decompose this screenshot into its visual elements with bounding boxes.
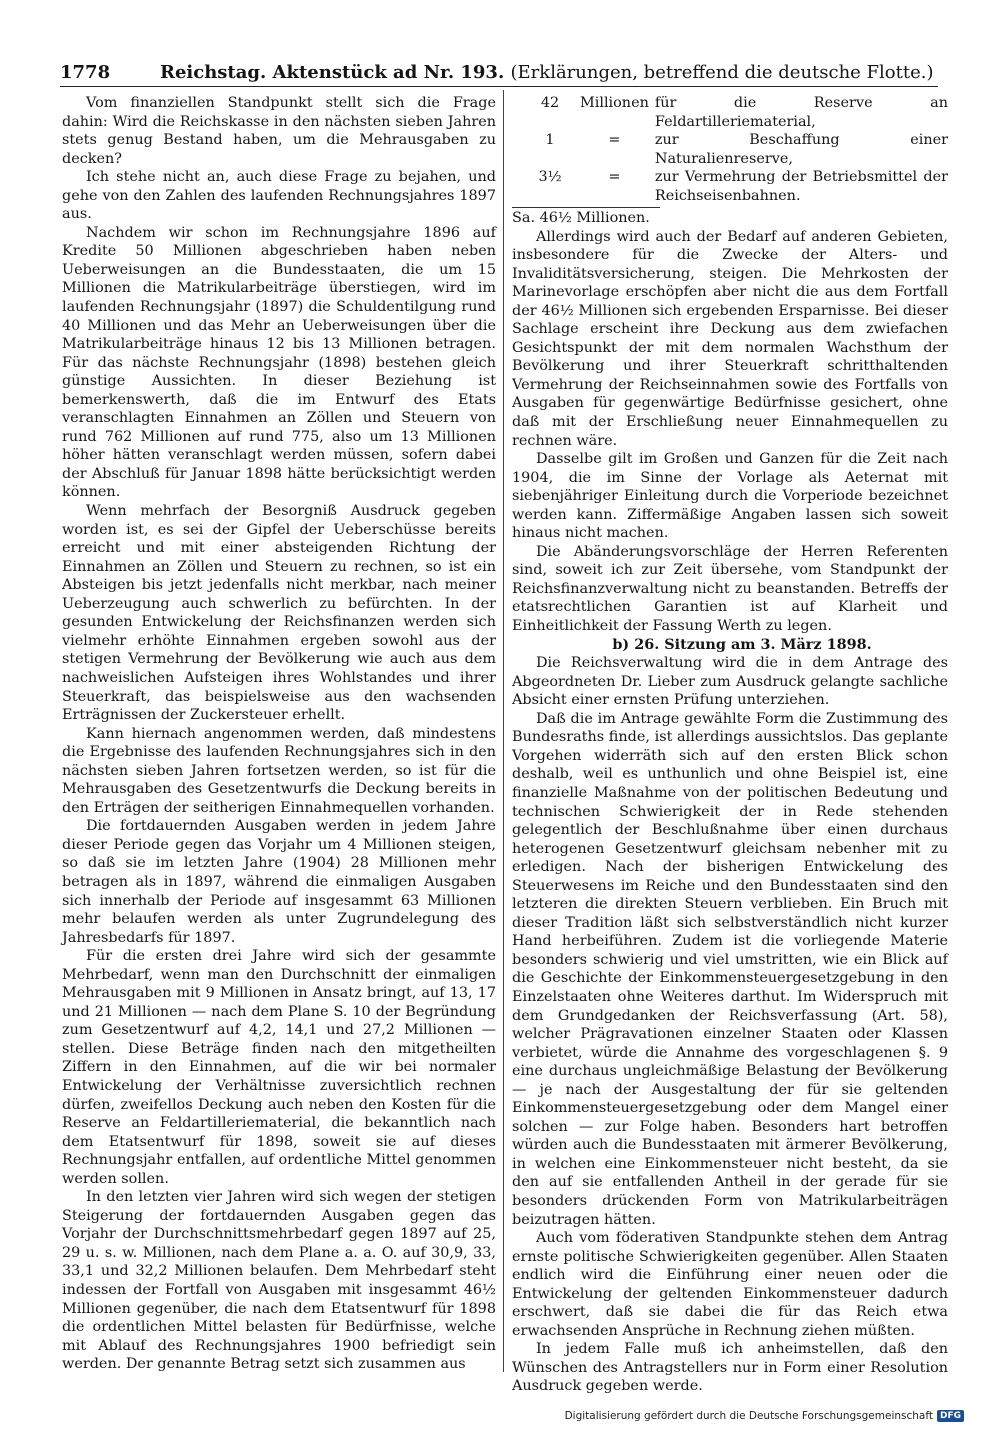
credit-text: Digitalisierung gefördert durch die Deutsche Forschungsgemeinschaft <box>564 1410 933 1422</box>
table-row <box>512 168 948 205</box>
paragraph: Dasselbe gilt im Großen und Ganzen für die Zeit nach 1904, die im Sinne der Vorlage als Aeternat mit siebenjähriger Einleitung durch die Vorperiode bezeichnet werden kann. Ziffermäßige Angaben lassen sich soweit hinaus nicht machen. <box>512 451 948 542</box>
paragraph: Wenn mehrfach der Besorgniß Ausdruck gegeben worden ist, es sei der Gipfel der Ueberschüsse bereits erreicht und mit einer absteigenden Richtung der Einnahmen an Zöllen und Steuern zu rechnen, so ist ein Absteigen bis jetzt jedenfalls nicht merkbar, nach meiner Ueberzeugung auch schwerlich zu befürchten. In der gesunden Entwickelung der Reichsfinanzen werden sich vielmehr erhöhte Einnahmen ergeben sowohl aus der stetigen Vermehrung der Bevölkerung wie auch aus dem nachweislichen Aufsteigen ihres Wohlstandes und ihrer Steuerkraft, das beispielsweise aus den wachsenden Erträgnissen der Zuckersteuer erhellt. <box>62 503 496 724</box>
reserve-table <box>512 94 948 205</box>
paragraph: Allerdings wird auch der Bedarf auf anderen Gebieten, insbesondere für die Zwecke der Alters- und Invaliditätsversicherung, steigen. Die Mehrkosten der Marinevorlage erschöpfen aber nicht die aus dem Fortfall der 46½ Millionen sich ergebenden Ersparnisse. Bei dieser Sachlage erscheint ihre Deckung aus dem zwiefachen Gesichtspunkt der mit dem normalen Wachsthum der Bevölkerung und ihrer Steuerkraft schritthaltenden Vermehrung der Reichseinnahmen sowie des Fortfalls von Ausgaben für gegenwärtige Bedürfnisse gesichert, ohne daß mit der Erschließung neuer Einnahmequellen zu rechnen wäre. <box>512 228 948 449</box>
sum-line <box>512 207 948 228</box>
amount-cell: 3½ <box>538 169 562 185</box>
paragraph: Vom finanziellen Standpunkt stellt sich die Frage dahin: Wird die Reichskasse in den nächsten sieben Jahren stets genug Bestand haben, um die Mehrausgaben zu decken? <box>62 95 496 167</box>
paragraph: Kann hiernach angenommen werden, daß mindestens die Ergebnisse des laufenden Rechnungsjahres sich in den nächsten sieben Jahren fortsetzen werden, so ist für die Mehrausgaben des Gesetzentwurfs die Deckung bereits in den Erträgen der seitherigen Einnahmequellen vorhanden. <box>62 725 496 816</box>
left-column <box>62 94 496 1374</box>
running-title <box>160 61 934 85</box>
unit-cell: Millionen <box>580 95 649 111</box>
paragraph: In den letzten vier Jahren wird sich wegen der stetigen Steigerung der fortdauernden Ausgaben gegen das Vorjahr der Durchschnittsmehrbedarf gegen 1897 auf 25, 29 u. s. w. Millionen, nach dem Plane a. a. O. auf 30,9, 33, 33,1 und 32,2 Millionen belaufen. Dem Mehrbedarf steht indessen der Fortfall von Ausgaben mit insgesammt 46½ Millionen gegenüber, die nach dem Etatsentwurf für 1898 die ordentlichen Mittel belasten für Bedürfnisse, welche mit Ablauf des Rechnungsjahres 1900 befriedigt sein werden. Der genannte Betrag setzt sich zusammen aus <box>62 1189 496 1373</box>
section-heading: b) 26. Sitzung am 3. März 1898. <box>612 635 872 653</box>
purpose-cell: für die Reserve an Feldartilleriematerial, <box>654 95 948 130</box>
paragraph: Daß die im Antrage gewählte Form die Zustimmung des Bundesraths finde, ist allerdings aussichtslos. Das geplante Vorgehen widerräth sich auf den ersten Blick schon deshalb, weil es unthunlich und ohne Beispiel ist, eine finanzielle Maßnahme von der politischen Bedeutung und technischen Schwierigkeit der in Rede stehenden gelegentlich der Beschlußnahme über einen durchaus heterogenen Gesetzentwurf gleichsam nebenher mit zu erledigen. Nach der bisherigen Entwickelung des Steuerwesens im Reiche und den Bundesstaaten sind den letzteren die direkten Steuern verblieben. Ein Bruch mit dieser Tradition läßt sich selbstverständlich nicht kurzer Hand herbeiführen. Zudem ist die vorliegende Materie besonders schwierig und viel umstritten, wie ein Blick auf die Geschichte der Einkommensteuergesetzgebung in den Einzelstaaten ohne Weiteres darthut. Im Widerspruch mit dem Grundgedanken der Reichsverfassung (Art. 58), welcher Prägravationen einzelner Staaten oder Klassen verbietet, würde die Annahme des vorgeschlagenen §. 9 eine durchaus ungleichmäßige Belastung der Bevölkerung — je nach der Ausgestaltung der für sie geltenden Einkommensteuergesetzgebung oder dem Mangel einer solchen — zur Folge haben. Besonders hart betroffen würden auch die Bundesstaaten mit ärmerer Bevölkerung, in welchen eine Einkommensteuer nicht besteht, da sie den auf sie entfallenden Antheil in der gerade für sie besonders drückenden Form von Matrikularbeiträgen beizutragen hätten. <box>512 710 948 1228</box>
page-number: 1778 <box>60 62 111 83</box>
digitization-credit <box>565 1410 964 1422</box>
purpose-cell: zur Beschaffung einer Naturalienreserve, <box>654 132 948 167</box>
right-column <box>512 94 948 1396</box>
column-divider <box>503 90 504 1372</box>
table-row <box>512 131 948 168</box>
paragraph: Die Reichsverwaltung wird die in dem Antrage des Abgeordneten Dr. Lieber zum Ausdruck gelangte sachliche Absicht einer ernsten Prüfung unterziehen. <box>512 655 948 709</box>
running-title-main: Reichstag. Aktenstück ad Nr. 193. <box>160 62 505 83</box>
paragraph: Nachdem wir schon im Rechnungsjahre 1896 auf Kredite 50 Millionen abgeschrieben haben neben Ueberweisungen an die Bundesstaaten, die um 15 Millionen die Matrikularbeiträge überstiegen, wird im laufenden Rechnungsjahr (1897) die Schuldentilgung rund 40 Millionen und das Mehr an Ueberweisungen über die Matrikularbeiträge hinaus 12 bis 13 Millionen betragen. Für das nächste Rechnungsjahr (1898) bestehen gleich günstige Aussichten. In dieser Beziehung ist bemerkenswerth, daß die im Entwurf des Etats veranschlagten Einnahmen an Zöllen und Steuern von rund 762 Millionen auf rund 775, also um 13 Millionen höher hätten veranschlagt werden müssen, sofern dabei der Abschluß für Januar 1898 hätte berücksichtigt werden können. <box>62 224 496 501</box>
unit-cell: = <box>608 132 621 148</box>
paragraph: Für die ersten drei Jahre wird sich der gesammte Mehrbedarf, wenn man den Durchschnitt der einmaligen Mehrausgaben mit 9 Millionen in Ansatz bringt, auf 13, 17 und 21 Millionen — nach dem Plane S. 10 der Begründung zum Gesetzentwurf auf 4,2, 14,1 und 27,2 Millionen — stellen. Diese Beträge finden nach den mitgetheilten Ziffern in den Einnahmen, auf die wir bei normaler Entwickelung der Verhältnisse zuversichtlich rechnen dürfen, zweifellos Deckung auch neben den Kosten für die Reserve an Feldartilleriematerial, die bekanntlich nach dem Etatsentwurf für 1898, soweit sie auf dieses Rechnungsjahr entfallen, auf ordentliche Mittel genommen werden sollen. <box>62 948 496 1187</box>
dfg-logo-icon: DFG <box>937 1410 964 1422</box>
paragraph: In jedem Falle muß ich anheimstellen, daß den Wünschen des Antragstellers nur in Form einer Resolution Ausdruck gegeben werde. <box>512 1341 948 1395</box>
table-row <box>512 94 948 131</box>
paragraph: Ich stehe nicht an, auch diese Frage zu bejahen, und gehe von den Zahlen des laufenden Rechnungsjahres 1897 aus. <box>62 169 496 223</box>
page-header <box>60 61 938 89</box>
unit-cell: = <box>608 169 621 185</box>
header-rule <box>60 86 938 87</box>
running-title-subtitle: (Erklärungen, betreffend die deutsche Flotte.) <box>510 62 934 83</box>
paragraph: Die Abänderungsvorschläge der Herren Referenten sind, soweit ich zur Zeit übersehe, vom Standpunkt der Reichsfinanzverwaltung nicht zu beanstanden. Betreffs der etatsrechtlichen Garantien ist auf Klarheit und Einheitlichkeit der Fassung Werth zu legen. <box>512 543 948 635</box>
paragraph: Auch vom föderativen Standpunkte stehen dem Antrag ernste politische Schwierigkeiten gegenüber. Allen Staaten endlich wird die Einführung einer neuen oder die Entwickelung der geltenden Einkommensteuer dadurch erschwert, daß sie dabei die für das Reich etwa erwachsenden Ansprüche in Rechnung ziehen müßten. <box>512 1230 948 1339</box>
paragraph: Die fortdauernden Ausgaben werden in jedem Jahre dieser Periode gegen das Vorjahr um 4 Millionen steigen, so daß sie im letzten Jahre (1904) 28 Millionen mehr betragen als in 1897, während die einmaligen Ausgaben sich innerhalb der Periode auf insgesammt 63 Millionen mehr belaufen werden als unter Zugrundelegung des Jahresbedarfs für 1897. <box>62 818 496 946</box>
purpose-cell: zur Vermehrung der Betriebsmittel der Reichseisenbahnen. <box>654 169 948 204</box>
sum-text: Sa. 46½ Millionen. <box>512 207 660 228</box>
amount-cell: 1 <box>545 132 555 148</box>
amount-cell: 42 <box>540 95 560 111</box>
